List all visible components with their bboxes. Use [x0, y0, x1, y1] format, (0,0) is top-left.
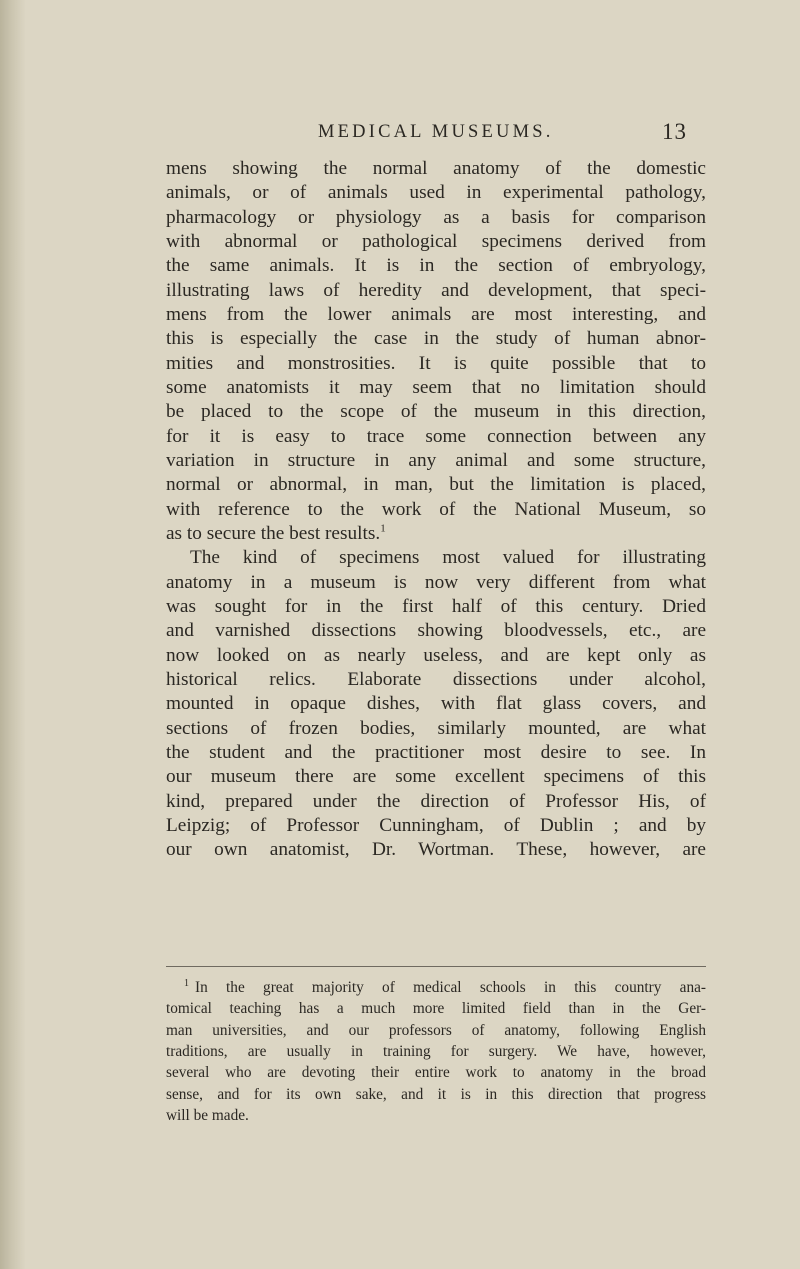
body-line: normal or abnormal, in man, but the limitation is placed,: [166, 474, 706, 496]
footnote-line: several who are devoting their entire work to anatomy in the broad: [166, 1064, 706, 1082]
body-line: this is especially the case in the study of human abnor-: [166, 328, 706, 350]
page-edge-shadow: [0, 0, 26, 1269]
body-text: [166, 157, 706, 863]
body-line: historical relics. Elaborate dissections under alcohol,: [166, 668, 706, 690]
running-head: [0, 112, 800, 152]
body-line: our own anatomist, Dr. Wortman. These, however, are: [166, 839, 706, 861]
body-line: the student and the practitioner most desire to see. In: [166, 741, 706, 763]
body-line-text: as to secure the best results.: [166, 522, 381, 544]
body-line: sections of frozen bodies, similarly mounted, are what: [166, 717, 706, 739]
body-line: our museum there are some excellent specimens of this: [166, 766, 706, 788]
footnote-line: tomical teaching has a much more limited field than in the Ger-: [166, 1000, 706, 1018]
footnote-first-line: [166, 977, 706, 998]
footnote-line: will be made.: [166, 1106, 249, 1124]
footnote-line: man universities, and our professors of anatomy, following English: [166, 1021, 706, 1039]
body-line: animals, or of animals used in experimental pathology,: [166, 182, 706, 204]
footnote: [166, 977, 706, 1126]
body-line: for it is easy to trace some connection between any: [166, 425, 706, 447]
body-line: the same animals. It is in the section of embryology,: [166, 255, 706, 277]
footnote-marker: 1: [184, 977, 189, 989]
body-line: variation in structure in any animal and some structure,: [166, 449, 706, 471]
footnote-line: traditions, are usually in training for surgery. We have, however,: [166, 1042, 706, 1060]
body-line: pharmacology or physiology as a basis for comparison: [166, 206, 706, 228]
page-number: 13: [662, 119, 687, 144]
body-line: be placed to the scope of the museum in this direction,: [166, 401, 706, 423]
body-line: kind, prepared under the direction of Professor His, of: [166, 790, 706, 812]
body-line: mens showing the normal anatomy of the domestic: [166, 158, 706, 179]
body-line: mities and monstrosities. It is quite possible that to: [166, 352, 706, 374]
paragraph-start-line: The kind of specimens most valued for illustrating: [190, 547, 706, 569]
body-line: now looked on as nearly useless, and are kept only as: [166, 644, 706, 666]
body-line: mens from the lower animals are most interesting, and: [166, 303, 706, 325]
body-line: and varnished dissections showing bloodvessels, etc., are: [166, 620, 706, 642]
body-line: mounted in opaque dishes, with flat glass covers, and: [166, 693, 706, 715]
footnote-reference: 1: [380, 522, 386, 535]
body-line: anatomy in a museum is now very different from what: [166, 571, 706, 593]
body-line: was sought for in the first half of this century. Dried: [166, 595, 706, 617]
body-line: with abnormal or pathological specimens derived from: [166, 230, 706, 252]
body-line: with reference to the work of the National Museum, so: [166, 498, 706, 520]
footnote-rule: [166, 966, 706, 967]
footnote-line: sense, and for its own sake, and it is in this direction that progress: [166, 1085, 706, 1103]
body-line: illustrating laws of heredity and development, that speci-: [166, 279, 706, 301]
running-title: MEDICAL MUSEUMS.: [318, 122, 554, 142]
body-line: some anatomists it may seem that no limitation should: [166, 376, 706, 398]
footnote-line-text: In the great majority of medical schools in this country ana-: [195, 979, 706, 996]
body-line-with-footnote-ref: [166, 522, 706, 546]
body-line: Leipzig; of Professor Cunningham, of Dublin ; and by: [166, 814, 706, 836]
